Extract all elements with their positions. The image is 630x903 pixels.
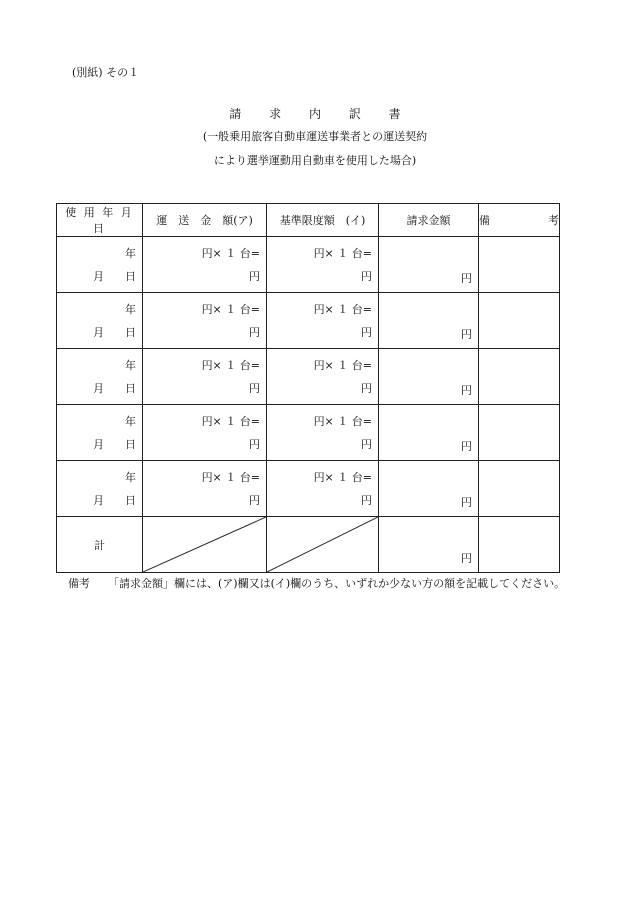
transport-fare-cell[interactable] — [143, 293, 267, 349]
total-label-cell — [57, 517, 143, 573]
yen-label: 円 — [249, 326, 260, 339]
yen-label: 円 — [461, 384, 472, 397]
header-transport-fare: 運 送 金 額(ア) — [143, 204, 267, 237]
standard-limit-cell[interactable] — [267, 349, 379, 405]
remarks-cell[interactable] — [479, 405, 560, 461]
day-label: 日 — [125, 382, 136, 395]
usage-date-cell[interactable] — [57, 293, 143, 349]
per-car-label: 円× １ 台= — [201, 359, 260, 372]
claim-amount-cell[interactable] — [379, 349, 479, 405]
standard-limit-cell[interactable] — [267, 237, 379, 293]
month-label: 月 — [93, 270, 104, 283]
usage-date-cell[interactable] — [57, 405, 143, 461]
claim-total-cell[interactable] — [379, 517, 479, 573]
remarks-cell[interactable] — [479, 349, 560, 405]
remarks-cell[interactable] — [479, 293, 560, 349]
diagonal-strike — [143, 517, 266, 572]
per-car-label: 円× １ 台= — [201, 303, 260, 316]
day-label: 日 — [125, 270, 136, 283]
month-label: 月 — [93, 326, 104, 339]
transport-fare-cell[interactable] — [143, 349, 267, 405]
total-label: 計 — [94, 539, 105, 552]
table-row — [57, 405, 560, 461]
yen-label: 円 — [361, 494, 372, 507]
yen-label: 円 — [361, 438, 372, 451]
document-reference: (別紙) その１ — [72, 66, 140, 79]
document-title — [0, 105, 630, 122]
remarks-note-label: 備考 — [68, 577, 90, 590]
table-header-row — [57, 204, 560, 237]
yen-label: 円 — [249, 270, 260, 283]
document-subtitle-line-2: により選挙運動用自動車を使用した場合) — [213, 154, 417, 167]
claim-amount-cell[interactable] — [379, 461, 479, 517]
year-label: 年 — [125, 247, 136, 260]
table-row — [57, 461, 560, 517]
claim-amount-cell[interactable] — [379, 405, 479, 461]
year-label: 年 — [125, 359, 136, 372]
table-row — [57, 237, 560, 293]
day-label: 日 — [125, 438, 136, 451]
yen-label: 円 — [461, 552, 472, 565]
header-standard-limit: 基準限度額 (イ) — [267, 204, 379, 237]
per-car-label: 円× １ 台= — [201, 471, 260, 484]
claim-breakdown-table — [56, 203, 560, 573]
remarks-cell[interactable] — [479, 461, 560, 517]
std-total-crossed-cell — [267, 517, 379, 573]
yen-label: 円 — [461, 496, 472, 509]
per-car-label: 円× １ 台= — [313, 471, 372, 484]
yen-label: 円 — [249, 438, 260, 451]
month-label: 月 — [93, 438, 104, 451]
per-car-label: 円× １ 台= — [201, 415, 260, 428]
per-car-label: 円× １ 台= — [313, 247, 372, 260]
header-remarks-char: 考 — [548, 214, 559, 227]
remarks-total-cell[interactable] — [479, 517, 560, 573]
yen-label: 円 — [249, 494, 260, 507]
title-char: 請 — [229, 107, 242, 121]
table-row — [57, 349, 560, 405]
month-label: 月 — [93, 494, 104, 507]
day-label: 日 — [125, 494, 136, 507]
year-label: 年 — [125, 471, 136, 484]
yen-label: 円 — [361, 270, 372, 283]
diagonal-strike — [267, 517, 378, 572]
title-char: 内 — [308, 107, 321, 121]
title-char: 訳 — [348, 107, 361, 121]
remarks-note-text: 「請求金額」欄には、(ア)欄又は(イ)欄のうち、いずれか少ない方の額を記載してください。 — [108, 577, 566, 590]
yen-label: 円 — [461, 328, 472, 341]
per-car-label: 円× １ 台= — [313, 359, 372, 372]
remarks-cell[interactable] — [479, 237, 560, 293]
day-label: 日 — [125, 326, 136, 339]
transport-fare-cell[interactable] — [143, 405, 267, 461]
title-char: 求 — [269, 107, 282, 121]
year-label: 年 — [125, 303, 136, 316]
transport-fare-cell[interactable] — [143, 237, 267, 293]
year-label: 年 — [125, 415, 136, 428]
per-car-label: 円× １ 台= — [313, 415, 372, 428]
usage-date-cell[interactable] — [57, 237, 143, 293]
header-usage-date: 使 用 年 月 日 — [57, 204, 143, 237]
claim-amount-cell[interactable] — [379, 237, 479, 293]
header-remarks — [479, 204, 560, 237]
yen-label: 円 — [461, 272, 472, 285]
fare-total-crossed-cell — [143, 517, 267, 573]
header-remarks-char: 備 — [479, 214, 490, 227]
transport-fare-cell[interactable] — [143, 461, 267, 517]
yen-label: 円 — [461, 440, 472, 453]
total-row — [57, 517, 560, 573]
standard-limit-cell[interactable] — [267, 461, 379, 517]
usage-date-cell[interactable] — [57, 349, 143, 405]
yen-label: 円 — [361, 326, 372, 339]
remarks-note — [68, 575, 565, 591]
table-row — [57, 293, 560, 349]
title-char: 書 — [388, 107, 401, 121]
header-claim-amount: 請求金額 — [379, 204, 479, 237]
month-label: 月 — [93, 382, 104, 395]
usage-date-cell[interactable] — [57, 461, 143, 517]
standard-limit-cell[interactable] — [267, 293, 379, 349]
yen-label: 円 — [249, 382, 260, 395]
per-car-label: 円× １ 台= — [313, 303, 372, 316]
claim-amount-cell[interactable] — [379, 293, 479, 349]
per-car-label: 円× １ 台= — [201, 247, 260, 260]
document-subtitle-line-1: (一般乗用旅客自動車運送事業者との運送契約 — [202, 130, 428, 143]
yen-label: 円 — [361, 382, 372, 395]
standard-limit-cell[interactable] — [267, 405, 379, 461]
